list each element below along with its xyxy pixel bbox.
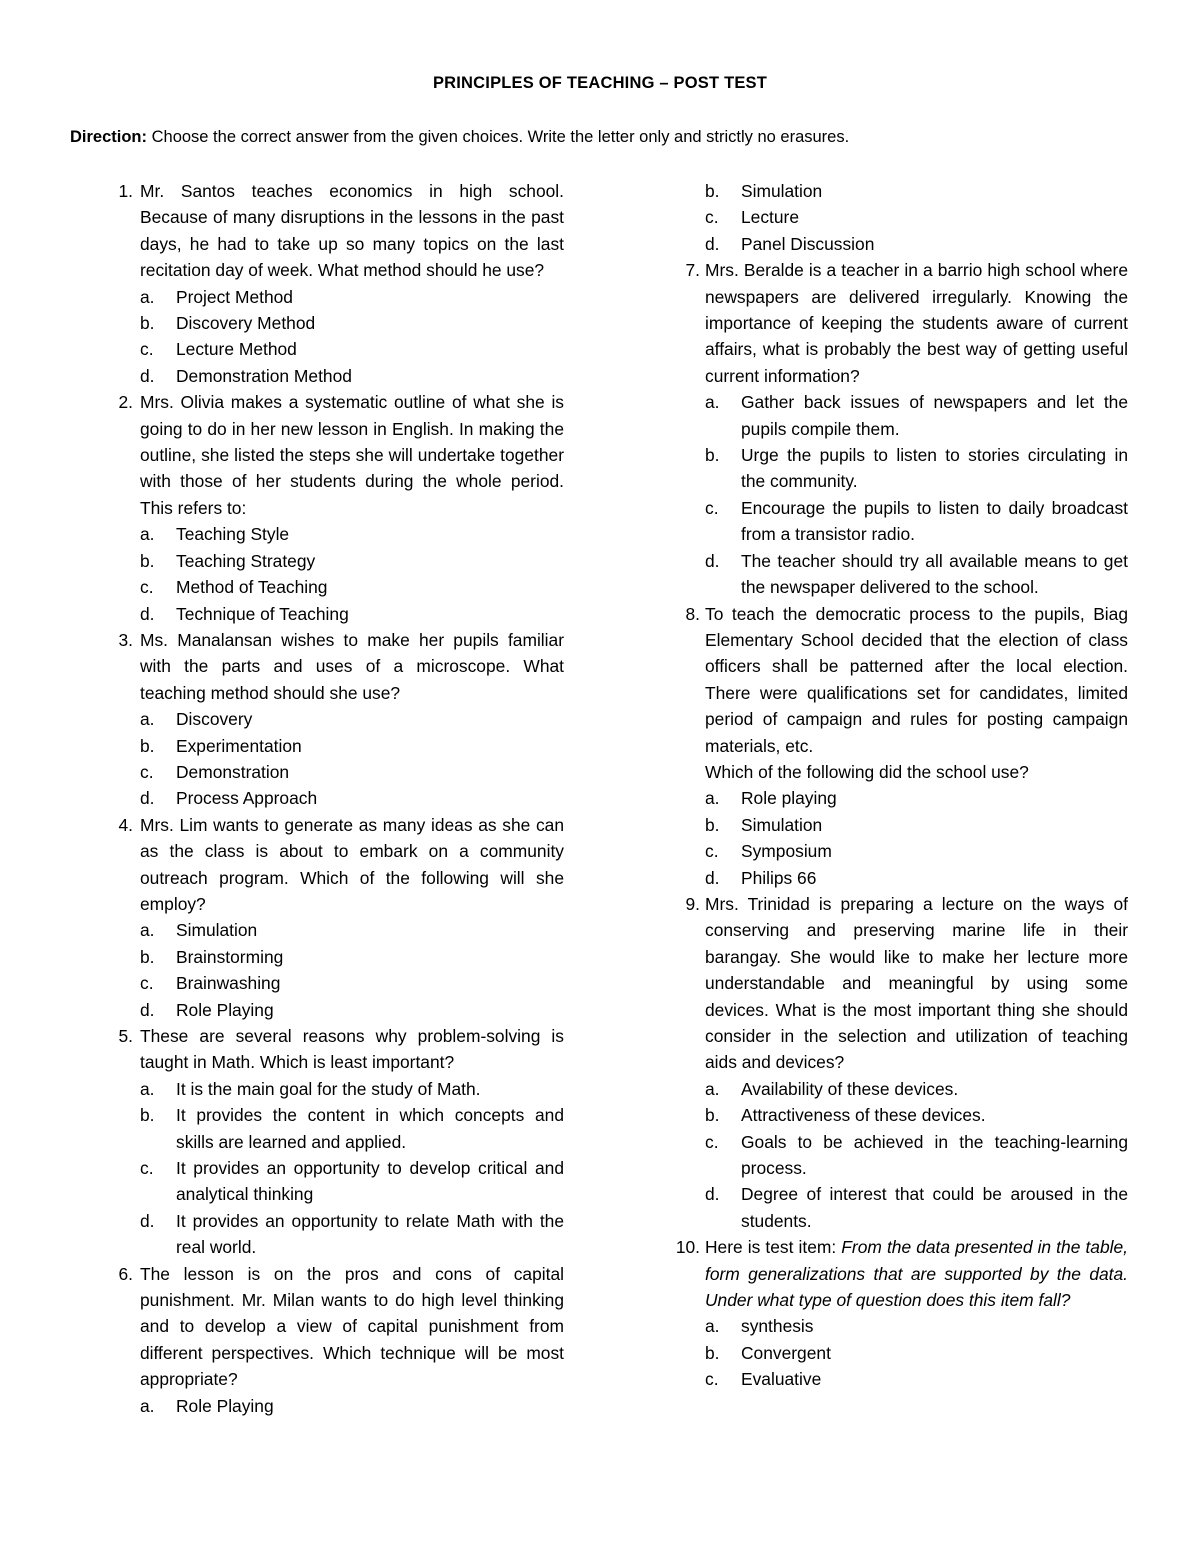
option-item <box>105 336 564 362</box>
question-text: Mr. Santos teaches economics in high school. Because of many disruptions in the lessons in the past days, he had to take up so many topics on the last recitation day of week. What method should he use? <box>140 181 564 281</box>
option-item <box>105 706 564 732</box>
option-text: Role Playing <box>176 1395 274 1416</box>
option-text: Evaluative <box>741 1369 822 1390</box>
option-item <box>105 1393 564 1419</box>
option-letter: b. <box>705 1342 720 1363</box>
option-item <box>105 759 564 785</box>
option-text: Convergent <box>741 1342 831 1363</box>
option-letter: d. <box>705 550 720 571</box>
option-letter: b. <box>705 814 720 835</box>
question-text: These are several reasons why problem-solving is taught in Math. Which is least important? <box>140 1026 564 1073</box>
question-6 <box>105 1261 564 1393</box>
right-column <box>670 178 1128 1393</box>
option-text: Lecture <box>741 207 800 228</box>
option-letter: b. <box>705 1105 720 1126</box>
option-letter: d. <box>705 867 720 888</box>
question-number: 6. <box>118 1263 133 1284</box>
option-item <box>105 1076 564 1102</box>
option-letter: d. <box>140 1210 155 1231</box>
option-text: Method of Teaching <box>176 577 328 598</box>
option-text: Role playing <box>741 788 837 809</box>
option-text: Gather back issues of newspapers and let the pupils compile them. <box>741 392 1128 439</box>
option-item <box>670 495 1128 548</box>
question-text <box>705 1234 1128 1313</box>
option-text: Lecture Method <box>176 339 297 360</box>
option-item <box>670 178 1128 204</box>
question-5 <box>105 1023 564 1076</box>
question-number: 9. <box>685 893 700 914</box>
document-title: PRINCIPLES OF TEACHING – POST TEST <box>432 74 768 92</box>
option-item <box>670 1340 1128 1366</box>
question-9 <box>670 891 1128 1076</box>
question-7 <box>670 257 1128 389</box>
option-text: It provides an opportunity to develop critical and analytical thinking <box>176 1158 564 1205</box>
question-text: Ms. Manalansan wishes to make her pupils familiar with the parts and uses of a microscope. What teaching method should she use? <box>140 629 564 703</box>
option-item <box>105 548 564 574</box>
option-text: Teaching Strategy <box>176 550 316 571</box>
option-letter: c. <box>705 1131 719 1152</box>
option-text: Simulation <box>741 814 823 835</box>
question-text-italic: From the data presented in the table, form generalizations that are supported by the data. Under what type of question does this item fall? <box>705 1237 1128 1311</box>
option-item <box>670 204 1128 230</box>
option-letter: b. <box>140 946 155 967</box>
option-text: Technique of Teaching <box>176 603 349 624</box>
option-letter: a. <box>140 709 155 730</box>
option-item <box>105 601 564 627</box>
option-letter: c. <box>140 761 154 782</box>
option-letter: c. <box>140 577 154 598</box>
option-item <box>670 865 1128 891</box>
option-item <box>670 1076 1128 1102</box>
option-item <box>105 1208 564 1261</box>
option-text: Availability of these devices. <box>741 1078 959 1099</box>
question-number: 5. <box>118 1026 133 1046</box>
option-text: Project Method <box>176 286 293 307</box>
option-text: It is the main goal for the study of Math. <box>176 1078 481 1099</box>
option-letter: b. <box>705 445 720 466</box>
option-item <box>105 997 564 1023</box>
option-item <box>105 1102 564 1155</box>
question-number: 3. <box>118 629 133 650</box>
option-letter: a. <box>705 1316 720 1337</box>
question-text: The lesson is on the pros and cons of capital punishment. Mr. Milan wants to do high level thinking and to develop a view of capital punishment from different perspectives. Which technique will be most appropriate? <box>140 1263 564 1390</box>
option-text: Demonstration <box>176 761 290 782</box>
option-item <box>105 917 564 943</box>
option-item <box>105 733 564 759</box>
option-item <box>105 574 564 600</box>
option-letter: c. <box>140 339 154 360</box>
option-letter: a. <box>705 392 720 413</box>
question-number: 10. <box>675 1237 700 1258</box>
option-item <box>670 838 1128 864</box>
option-text: Demonstration Method <box>176 365 352 386</box>
option-letter: a. <box>705 1078 720 1099</box>
option-item <box>105 944 564 970</box>
question-text-lead: Here is test item: <box>705 1237 842 1258</box>
option-letter: a. <box>140 1395 155 1416</box>
option-letter: a. <box>140 920 155 941</box>
question-3 <box>105 627 564 706</box>
option-letter: c. <box>705 1369 719 1390</box>
option-item <box>670 785 1128 811</box>
option-item <box>105 284 564 310</box>
option-letter: c. <box>705 841 719 862</box>
option-text: Symposium <box>741 841 832 862</box>
option-letter: b. <box>140 313 155 334</box>
option-letter: b. <box>140 735 155 756</box>
option-text: Discovery <box>176 709 253 730</box>
option-text: Degree of interest that could be aroused in the students. <box>741 1184 1128 1231</box>
option-text: Goals to be achieved in the teaching-learning process. <box>741 1131 1128 1179</box>
option-item <box>670 1129 1128 1182</box>
option-letter: c. <box>705 497 719 518</box>
option-letter: b. <box>140 550 155 571</box>
option-text: It provides the content in which concepts and skills are learned and applied. <box>176 1105 564 1152</box>
option-text: Urge the pupils to listen to stories circulating in the community. <box>741 445 1128 492</box>
option-text: Encourage the pupils to listen to daily broadcast from a transistor radio. <box>741 497 1128 545</box>
option-text: It provides an opportunity to relate Math with the real world. <box>176 1210 564 1258</box>
option-item <box>670 442 1128 495</box>
question-text: Mrs. Olivia makes a systematic outline of what she is going to do in her new lesson in English. In making the outline, she listed the steps she will undertake together with those of her students during the whole period. This refers to: <box>140 392 564 518</box>
option-text: Simulation <box>176 920 258 941</box>
option-text: Simulation <box>741 181 823 201</box>
option-letter: d. <box>140 603 155 624</box>
option-letter: d. <box>705 1184 720 1205</box>
question-number: 1. <box>118 181 133 201</box>
option-letter: d. <box>140 365 155 386</box>
option-item <box>105 970 564 996</box>
question-8 <box>670 601 1128 759</box>
question-text: Mrs. Lim wants to generate as many ideas as she can as the class is about to embark on a community outreach program. Which of the following will she employ? <box>140 814 564 914</box>
option-text: The teacher should try all available means to get the newspaper delivered to the school. <box>741 550 1128 598</box>
direction-text: Choose the correct answer from the given choices. Write the letter only and strictly no erasures. <box>147 128 850 146</box>
left-column <box>105 178 564 1419</box>
option-text: Experimentation <box>176 735 302 756</box>
question-number: 2. <box>118 392 133 413</box>
option-item <box>670 1102 1128 1128</box>
option-letter: b. <box>140 1105 155 1126</box>
option-letter: a. <box>705 788 720 809</box>
option-letter: a. <box>140 286 155 307</box>
option-item <box>105 310 564 336</box>
option-item <box>105 363 564 389</box>
option-text: Process Approach <box>176 788 318 809</box>
question-4 <box>105 812 564 918</box>
question-1 <box>105 178 564 284</box>
option-letter: d. <box>140 999 155 1020</box>
option-letter: a. <box>140 1078 155 1099</box>
option-letter: b. <box>705 181 720 201</box>
question-number: 7. <box>685 260 700 281</box>
option-item <box>670 1313 1128 1339</box>
option-letter: a. <box>140 524 155 545</box>
option-item <box>105 785 564 811</box>
option-item <box>105 1155 564 1208</box>
question-text: To teach the democratic process to the pupils, Biag Elementary School decided that the election of class officers shall be patterned after the local election. There were qualifications set for candidates, limited period of campaign and rules for posting campaign materials, etc. <box>705 603 1128 756</box>
option-letter: c. <box>140 973 154 994</box>
option-text: synthesis <box>741 1316 814 1337</box>
question-text: Mrs. Beralde is a teacher in a barrio high school where newspapers are delivered irregularly. Knowing the importance of keeping the students aware of current affairs, what is probably the best way of getting useful current information? <box>705 260 1128 386</box>
option-text: Role Playing <box>176 999 274 1020</box>
option-letter: c. <box>140 1158 154 1179</box>
option-text: Teaching Style <box>176 524 290 545</box>
option-letter: c. <box>705 207 719 228</box>
option-text: Brainwashing <box>176 973 281 994</box>
option-letter: d. <box>705 233 720 254</box>
option-text: Brainstorming <box>176 946 284 967</box>
question-8-prompt: Which of the following did the school use? <box>705 761 1029 782</box>
option-text: Attractiveness of these devices. <box>741 1105 986 1126</box>
option-item <box>670 231 1128 257</box>
option-item <box>670 1181 1128 1234</box>
option-text: Discovery Method <box>176 313 316 334</box>
option-item <box>670 548 1128 601</box>
question-2 <box>105 389 564 521</box>
question-10 <box>670 1234 1128 1313</box>
option-letter: d. <box>140 788 155 809</box>
question-text: Mrs. Trinidad is preparing a lecture on the ways of conserving and preserving marine life in their barangay. She would like to make her lecture more understandable and meaningful by using some devices. What is the most important thing she should consider in the selection and utilization of teaching aids and devices? <box>705 893 1128 1073</box>
direction-line <box>70 128 1140 147</box>
option-item <box>670 1366 1128 1392</box>
option-item <box>670 812 1128 838</box>
question-number: 8. <box>685 603 700 624</box>
option-item <box>105 521 564 547</box>
question-number: 4. <box>118 814 133 835</box>
option-text: Panel Discussion <box>741 233 875 254</box>
option-text: Philips 66 <box>741 867 817 888</box>
option-item <box>670 389 1128 442</box>
direction-label: Direction: <box>70 128 148 146</box>
